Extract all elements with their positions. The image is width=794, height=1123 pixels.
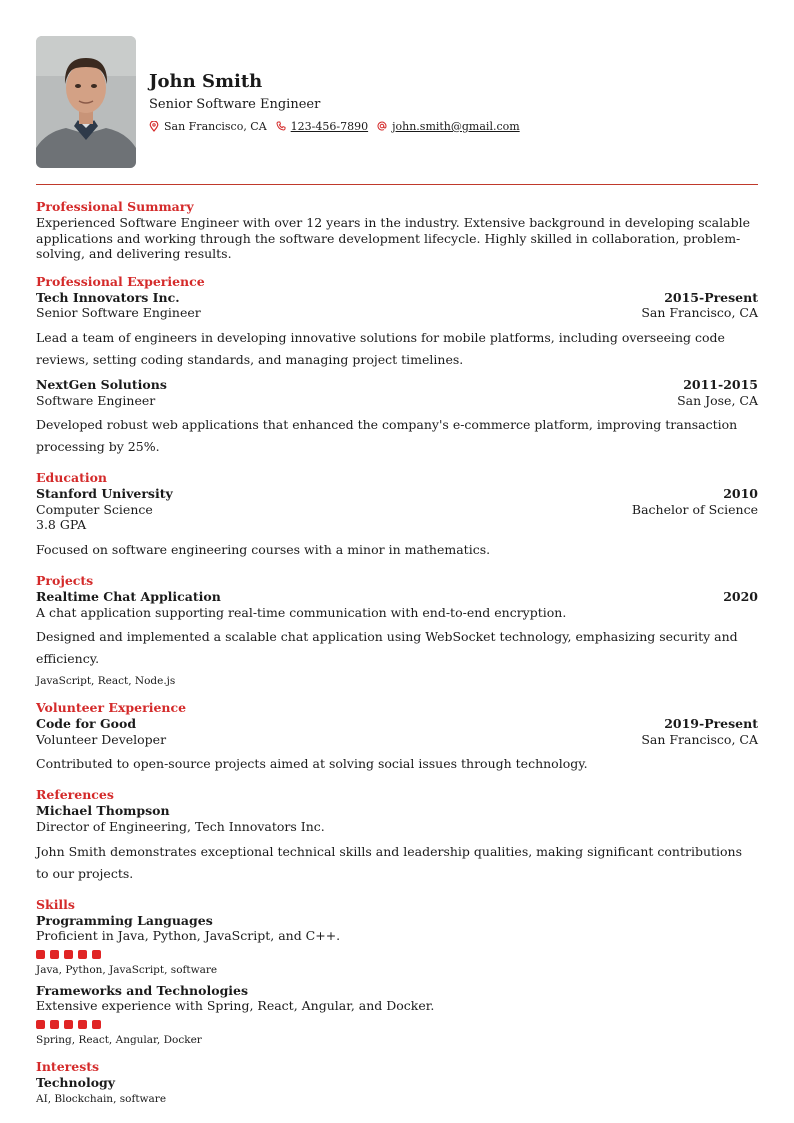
reference-text: John Smith demonstrates exceptional technical skills and leadership qualities, making significant contributions to our projects.	[36, 843, 743, 881]
candidate-title: Senior Software Engineer	[149, 96, 321, 112]
skill-entry	[36, 913, 758, 977]
job-role: Software Engineer	[36, 392, 156, 408]
phone-link[interactable]: 123-456-7890	[290, 119, 369, 133]
interest-name: Technology	[36, 1074, 116, 1090]
company-name: NextGen Solutions	[36, 376, 167, 392]
job-description: Lead a team of engineers in developing innovative solutions for mobile platforms, including overseeing code reviews, setting coding standards, and managing project timelines.	[36, 329, 725, 367]
skill-level-dot	[92, 950, 101, 959]
gpa: 3.8 GPA	[36, 517, 87, 533]
experience-entry	[36, 377, 758, 458]
skill-level-dot	[92, 1020, 101, 1029]
skill-level-dot	[50, 950, 59, 959]
volunteer-heading: Volunteer Experience	[36, 700, 187, 716]
resume-header	[36, 36, 758, 168]
reference-name: Michael Thompson	[36, 803, 170, 819]
interests-section	[36, 1059, 758, 1107]
summary-section	[36, 199, 758, 262]
volunteer-section	[36, 700, 758, 775]
skill-entry	[36, 983, 758, 1047]
candidate-name: John Smith	[149, 71, 263, 93]
education-description: Focused on software engineering courses with a minor in mathematics.	[36, 541, 491, 557]
project-description: Designed and implemented a scalable chat application using WebSocket technology, emphasizing security and efficiency.	[36, 629, 738, 667]
company-name: Tech Innovators Inc.	[36, 289, 180, 305]
resume-page	[36, 0, 758, 1106]
location-contact	[149, 120, 267, 133]
references-heading: References	[36, 787, 114, 803]
skill-level	[36, 950, 758, 959]
summary-text: Experienced Software Engineer with over 12 years in the industry. Extensive background in developing scalable applications and working through the software development lifecycle. Highly skilled in collaboration, problem-solving, and delivering results.	[36, 215, 750, 262]
job-role: Senior Software Engineer	[36, 305, 201, 321]
skill-level-dot	[64, 950, 73, 959]
job-dates: 2015-Present	[664, 289, 758, 305]
skill-name: Programming Languages	[36, 912, 213, 928]
location-text: San Francisco, CA	[164, 119, 267, 133]
volunteer-org: Code for Good	[36, 716, 137, 732]
header-text	[149, 71, 529, 133]
experience-entry	[36, 290, 758, 371]
skill-keywords: Spring, React, Angular, Docker	[36, 1033, 202, 1046]
skills-heading: Skills	[36, 896, 75, 912]
project-summary: A chat application supporting real-time communication with end-to-end encryption.	[36, 604, 567, 620]
job-dates: 2011-2015	[683, 376, 758, 392]
reference-position: Director of Engineering, Tech Innovators Inc.	[36, 818, 325, 834]
email-link[interactable]: john.smith@gmail.com	[392, 119, 520, 133]
job-description: Developed robust web applications that enhanced the company's e-commerce platform, improving transaction processing by 25%.	[36, 417, 738, 455]
education-section	[36, 470, 758, 561]
references-section	[36, 787, 758, 884]
project-year: 2020	[723, 588, 758, 604]
graduation-year: 2010	[723, 486, 758, 502]
skill-description: Extensive experience with Spring, React, Angular, and Docker.	[36, 998, 435, 1014]
skill-keywords: Java, Python, JavaScript, software	[36, 963, 218, 976]
project-tech: JavaScript, React, Node.js	[36, 675, 176, 688]
skill-level-dot	[50, 1020, 59, 1029]
phone-contact	[276, 120, 368, 133]
map-pin-icon	[149, 121, 159, 132]
experience-heading: Professional Experience	[36, 273, 205, 289]
education-heading: Education	[36, 470, 108, 486]
at-sign-icon	[377, 121, 387, 131]
school-name: Stanford University	[36, 486, 173, 502]
skill-level-dot	[78, 950, 87, 959]
skill-level-dot	[36, 950, 45, 959]
experience-section	[36, 274, 758, 458]
volunteer-description: Contributed to open-source projects aimed at solving social issues through technology.	[36, 756, 588, 772]
job-location: San Francisco, CA	[641, 305, 758, 321]
interest-keywords: AI, Blockchain, software	[36, 1093, 167, 1106]
project-name: Realtime Chat Application	[36, 588, 221, 604]
skills-section	[36, 897, 758, 1047]
degree: Bachelor of Science	[631, 501, 758, 517]
volunteer-dates: 2019-Present	[664, 716, 758, 732]
interests-heading: Interests	[36, 1058, 100, 1074]
job-location: San Jose, CA	[677, 392, 758, 408]
header-divider	[36, 184, 758, 185]
projects-heading: Projects	[36, 572, 94, 588]
skill-level-dot	[64, 1020, 73, 1029]
phone-icon	[276, 121, 286, 131]
skill-level-dot	[78, 1020, 87, 1029]
skill-name: Frameworks and Technologies	[36, 982, 249, 998]
contact-info	[149, 120, 529, 133]
skill-level	[36, 1020, 758, 1029]
skill-level-dot	[36, 1020, 45, 1029]
summary-heading: Professional Summary	[36, 199, 194, 214]
profile-photo	[36, 36, 136, 168]
field-of-study: Computer Science	[36, 501, 153, 517]
skill-description: Proficient in Java, Python, JavaScript, and C++.	[36, 928, 341, 944]
projects-section	[36, 573, 758, 688]
volunteer-location: San Francisco, CA	[641, 731, 758, 747]
email-contact	[377, 120, 520, 133]
volunteer-role: Volunteer Developer	[36, 731, 167, 747]
